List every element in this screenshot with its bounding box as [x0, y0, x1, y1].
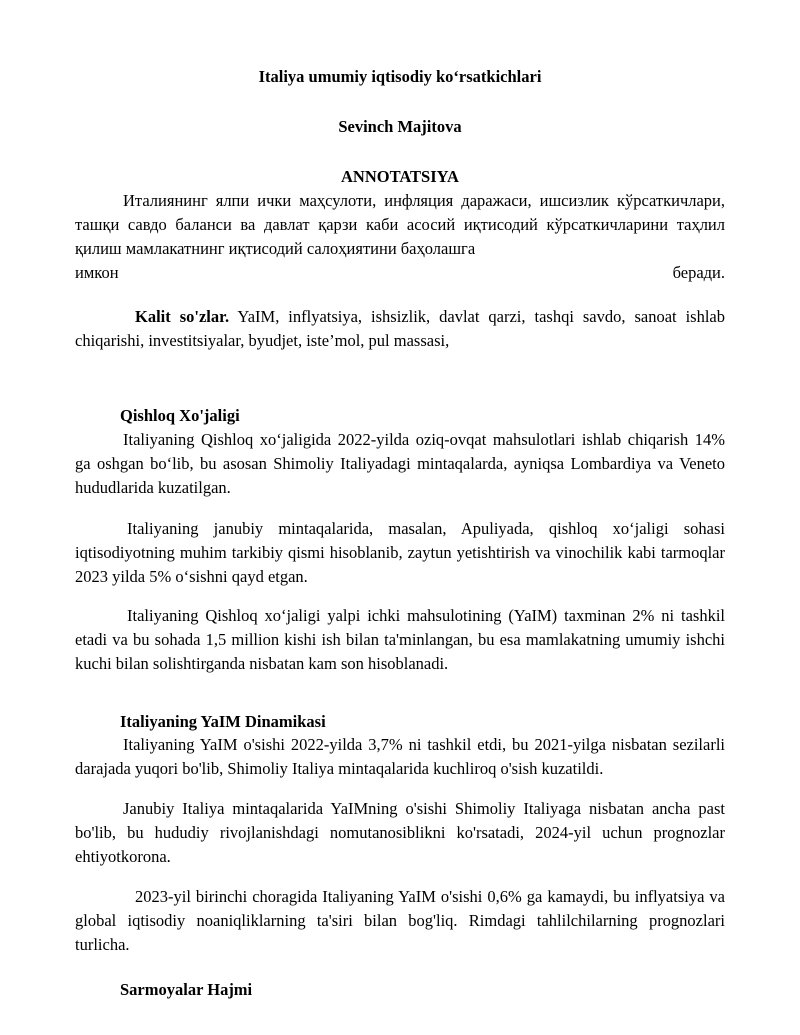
annotation-last-word-left: имкон	[75, 263, 119, 282]
annotation-text: Италиянинг ялпи ички маҳсулоти, инфляция даражаси, ишсизлик кўрсаткичлари, ташқи савдо баланси ва давлат қарзи каби асосий иқтисодий кўрсаткичларини таҳлил қилиш мамлакатнинг иқтисодий салоҳиятини баҳолашга	[75, 191, 725, 258]
section-heading-gdp: Italiyaning YaIM Dinamikasi	[120, 712, 326, 731]
annotation-last-line	[75, 261, 725, 285]
section-heading-agriculture: Qishloq Xo'jaligi	[120, 406, 240, 425]
keywords-text: YaIM, inflyatsiya, ishsizlik, davlat qarzi, tashqi savdo, sanoat ishlab chiqarishi, investitsiyalar, byudjet, iste’mol, pul massasi,	[75, 307, 725, 350]
keywords-label: Kalit so'zlar.	[135, 307, 230, 326]
keywords-paragraph	[75, 305, 725, 353]
document-title: Italiya umumiy iqtisodiy koʻrsatkichlari	[258, 67, 542, 86]
section-heading-investment: Sarmoyalar Hajmi	[120, 980, 253, 999]
agriculture-paragraph-3: Italiyaning Qishloq xoʻjaligi yalpi ichki mahsulotining (YaIM) taxminan 2% ni tashkil etadi va bu sohada 1,5 million kishi ish bilan ta'minlangan, bu esa mamlakatning umumiy ishchi kuchi bilan solishtirganda nisbatan kam son hisoblanadi.	[75, 606, 725, 673]
annotation-last-word-right: беради.	[672, 263, 725, 282]
gdp-paragraph-1: Italiyaning YaIM o'sishi 2022-yilda 3,7% ni tashkil etdi, bu 2021-yilga nisbatan sezilarli darajada yuqori bo'lib, Shimoliy Italiya mintaqalarida kuchliroq o'sish kuzatildi.	[75, 735, 725, 778]
annotation-heading: ANNOTATSIYA	[341, 167, 459, 186]
gdp-paragraph-2: Janubiy Italiya mintaqalarida YaIMning o'sishi Shimoliy Italiyaga nisbatan ancha past bo'lib, bu hududiy rivojlanishdagi nomutanosiblikni ko'rsatadi, 2024-yil uchun prognozlar ehtiyotkorona.	[75, 799, 725, 866]
gdp-paragraph-3: 2023-yil birinchi choragida Italiyaning YaIM o'sishi 0,6% ga kamaydi, bu inflyatsiya va global iqtisodiy noaniqliklarning ta'siri bilan bog'liq. Rimdagi tahlilchilarning prognozlari turlicha.	[75, 887, 725, 954]
agriculture-paragraph-2: Italiyaning janubiy mintaqalarida, masalan, Apuliyada, qishloq xoʻjaligi sohasi iqtisodiyotning muhim tarkibiy qismi hisoblanib, zaytun yetishtirish va vinochilik kabi tarmoqlar 2023 yilda 5% oʻsishni qayd etgan.	[75, 519, 725, 586]
author-name: Sevinch Majitova	[338, 117, 462, 136]
agriculture-paragraph-1: Italiyaning Qishloq xoʻjaligida 2022-yilda oziq-ovqat mahsulotlari ishlab chiqarish 14% ga oshgan boʻlib, bu asosan Shimoliy Italiyadagi mintaqalarda, ayniqsa Lombardiya va Veneto hududlarida kuzatilgan.	[75, 430, 725, 497]
